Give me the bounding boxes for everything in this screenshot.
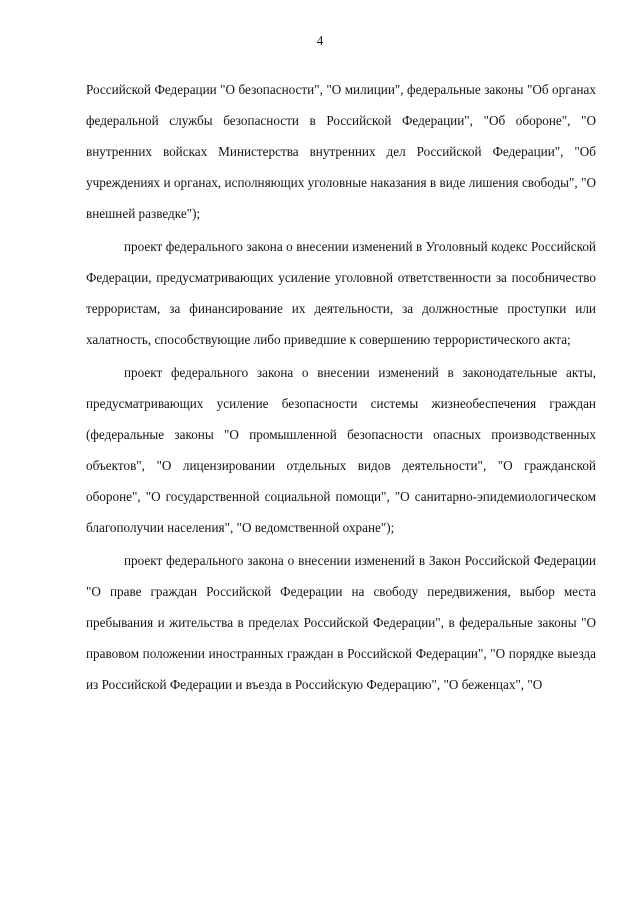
- paragraph: Российской Федерации "О безопасности", "О милиции", федеральные законы "Об органах федеральной службы безопасности в Российской Федерации", "Об обороне", "О внутренних войсках Министерства внутренних дел Российской Федерации", "Об учреждениях и органах, исполняющих уголовные наказания в виде лишения свободы", "О внешней разведке");: [86, 81, 596, 221]
- document-body: [86, 74, 596, 700]
- paragraph: проект федерального закона о внесении изменений в Закон Российской Федерации "О праве граждан Российской Федерации на свободу передвижения, выбор места пребывания и жительства в пределах Российской Федерации", в федеральные законы "О правовом положении иностранных граждан в Российской Федерации", "О порядке выезда из Российской Федерации и въезда в Российскую Федерацию", "О беженцах", "О: [86, 552, 596, 692]
- paragraph: проект федерального закона о внесении изменений в Уголовный кодекс Российской Федерации, предусматривающих усиление уголовной ответственности за пособничество террористам, за финансирование их деятельности, за должностные проступки или халатность, способствующие либо приведшие к совершению террористического акта;: [86, 238, 596, 347]
- page-number: 4: [316, 33, 324, 48]
- paragraph: проект федерального закона о внесении изменений в законодательные акты, предусматривающих усиление безопасности системы жизнеобеспечения граждан (федеральные законы "О промышленной безопасности опасных производственных объектов", "О лицензировании отдельных видов деятельности", "О гражданской обороне", "О государственной социальной помощи", "О санитарно-эпидемиологическом благополучии населения", "О ведомственной охране");: [86, 364, 596, 535]
